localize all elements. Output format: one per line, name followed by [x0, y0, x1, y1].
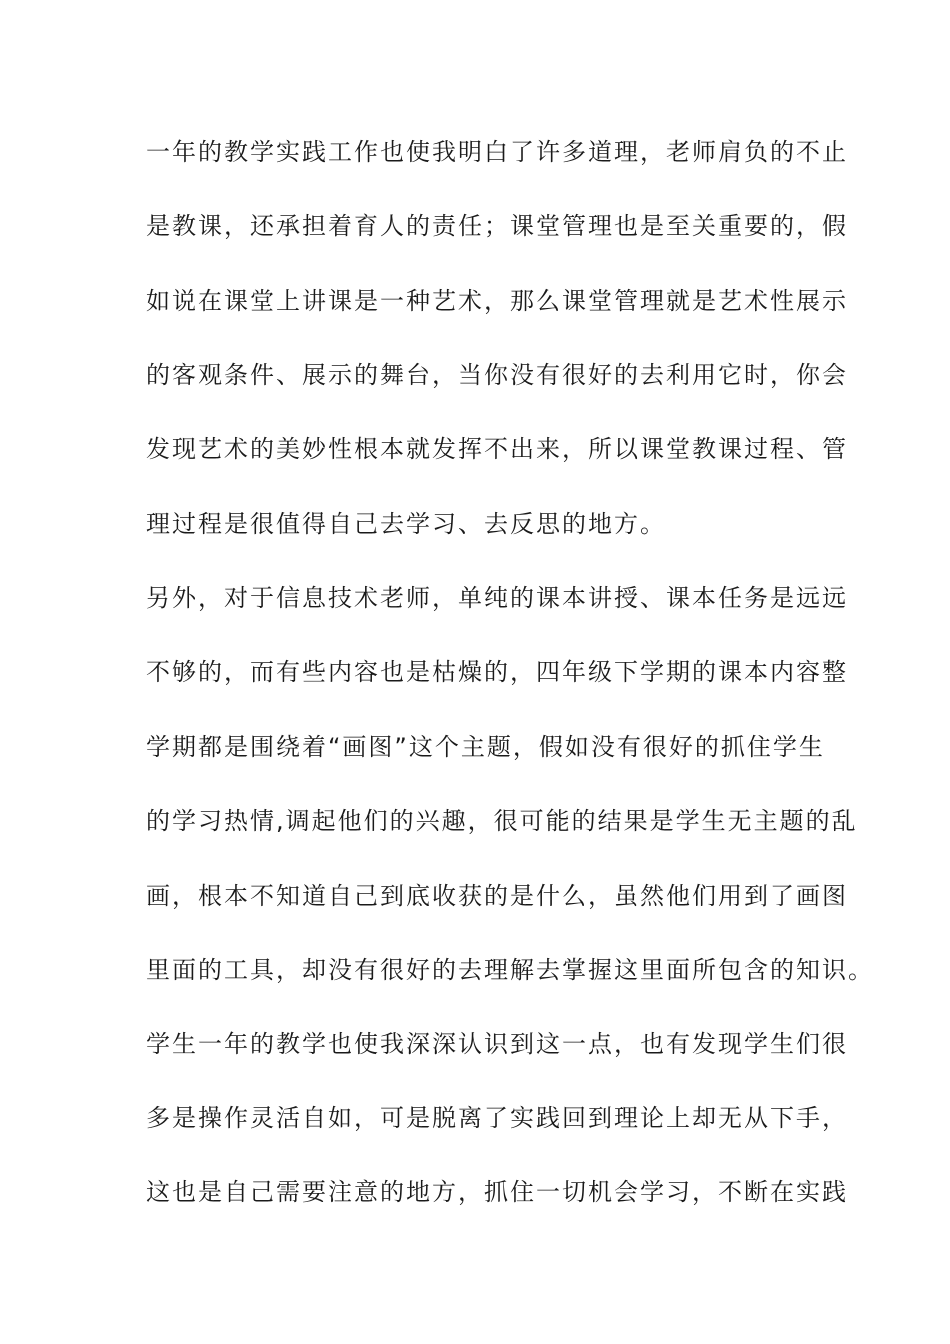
text-line: 理过程是很值得自己去学习、去反思的地方。: [146, 510, 666, 538]
text-line: 的学习热情,调起他们的兴趣，很可能的结果是学生无主题的乱: [146, 807, 858, 835]
text-line: 不够的，而有些内容也是枯燥的，四年级下学期的课本内容整: [146, 658, 848, 686]
text-line: 一年的教学实践工作也使我明白了许多道理，老师肩负的不止: [146, 138, 848, 166]
text-line: 发现艺术的美妙性根本就发挥不出来，所以课堂教课过程、管: [146, 435, 848, 463]
text-line: 学期都是围绕着“画图”这个主题，假如没有很好的抓住学生: [146, 733, 825, 761]
text-line: 学生一年的教学也使我深深认识到这一点，也有发现学生们很: [146, 1030, 848, 1058]
text-line: 如说在课堂上讲课是一种艺术，那么课堂管理就是艺术性展示: [146, 287, 848, 315]
text-line: 这也是自己需要注意的地方，抓住一切机会学习，不断在实践: [146, 1178, 848, 1206]
text-line: 画，根本不知道自己到底收获的是什么，虽然他们用到了画图: [146, 882, 848, 910]
text-line: 的客观条件、展示的舞台，当你没有很好的去利用它时，你会: [146, 361, 848, 389]
text-line: 另外，对于信息技术老师，单纯的课本讲授、课本任务是远远: [146, 584, 848, 612]
text-line: 是教课，还承担着育人的责任；课堂管理也是至关重要的，假: [146, 212, 848, 240]
text-line: 里面的工具，却没有很好的去理解去掌握这里面所包含的知识。: [146, 956, 874, 984]
text-line: 多是操作灵活自如，可是脱离了实践回到理论上却无从下手，: [146, 1104, 848, 1132]
